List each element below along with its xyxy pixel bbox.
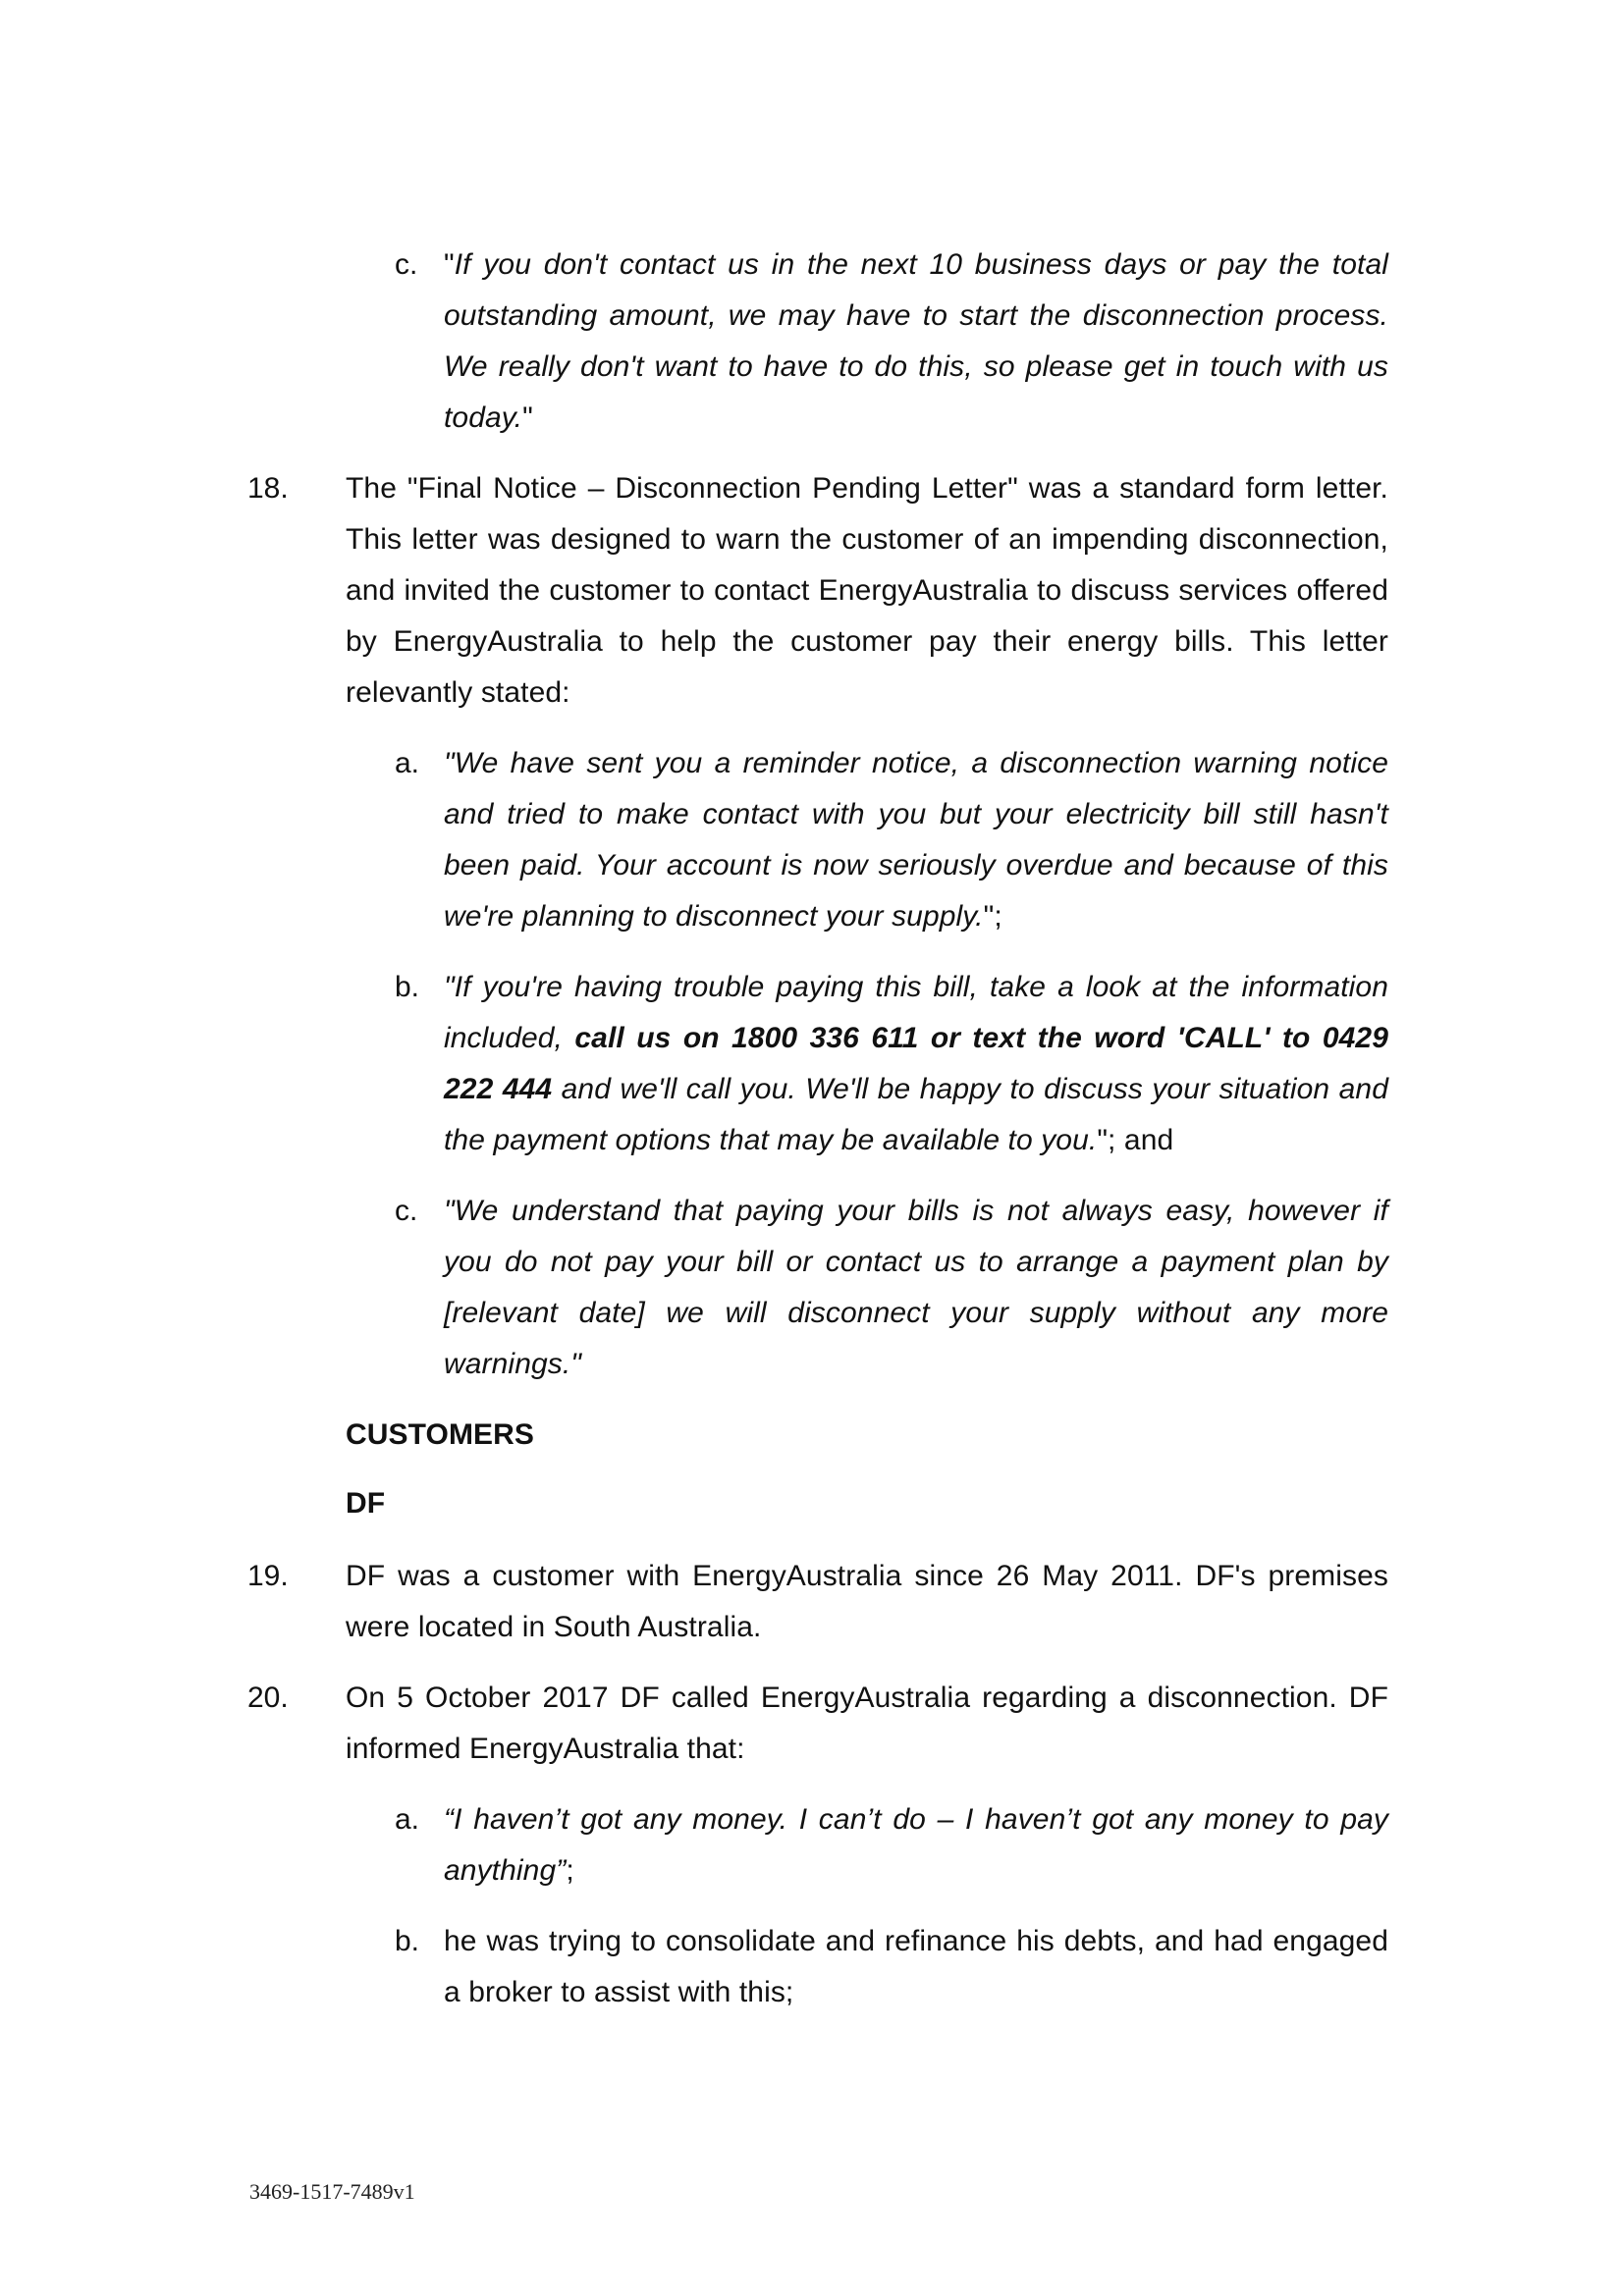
quote-text: we're planning to disconnect your supply. <box>444 900 984 933</box>
quote-line: "We have sent you a reminder notice, a disconnection warning notice <box>444 747 1388 779</box>
quote-line <box>444 1123 1173 1158</box>
quote-line: warnings." <box>444 1348 582 1380</box>
quote-line <box>444 1072 1388 1107</box>
paragraph-line: The "Final Notice – Disconnection Pending Letter" was a standard form letter. <box>346 472 1388 505</box>
quote-line <box>444 400 533 436</box>
subsection-heading: DF <box>346 1487 386 1520</box>
paragraph-line: relevantly stated: <box>346 676 570 709</box>
quote-line: We really don't want to have to do this, so please get in touch with us <box>444 350 1388 383</box>
quote-line: "If you're having trouble paying this bill, take a look at the information <box>444 971 1388 1003</box>
paragraph-line: informed EnergyAustralia that: <box>346 1733 745 1765</box>
item-label: c. <box>395 1195 418 1227</box>
quote-mark: " <box>444 248 455 281</box>
paragraph-number: 18. <box>247 472 289 505</box>
quote-text: today. <box>444 401 523 434</box>
paragraph-line: he was trying to consolidate and refinance his debts, and had engaged <box>444 1925 1388 1957</box>
paragraph-line: by EnergyAustralia to help the customer pay their energy bills. This letter <box>346 625 1388 658</box>
quote-line: and tried to make contact with you but your electricity bill still hasn't <box>444 798 1388 830</box>
quote-line <box>444 1021 1388 1056</box>
document-id-footer: 3469-1517-7489v1 <box>249 2179 415 2204</box>
paragraph-line: On 5 October 2017 DF called EnergyAustralia regarding a disconnection. DF <box>346 1682 1388 1714</box>
item-label: c. <box>395 248 418 281</box>
item-label: a. <box>395 1803 420 1836</box>
punctuation: ; <box>566 1854 574 1887</box>
item-label: a. <box>395 747 420 779</box>
quote-line: outstanding amount, we may have to start the disconnection process. <box>444 299 1388 332</box>
paragraph-line: were located in South Australia. <box>346 1611 762 1643</box>
paragraph-number: 20. <box>247 1682 289 1714</box>
paragraph-line: and invited the customer to contact EnergyAustralia to discuss services offered <box>346 574 1388 607</box>
quote-text: the payment options that may be available to you. <box>444 1124 1098 1156</box>
quote-mark: "; and <box>1097 1124 1174 1156</box>
phone-number-text: 222 444 <box>444 1073 553 1105</box>
quote-text: anything” <box>444 1854 567 1887</box>
paragraph-line: a broker to assist with this; <box>444 1976 794 2008</box>
quote-text: If you don't contact us in the next 10 business days or pay the total <box>454 248 1388 281</box>
phone-contact-text: call us on 1800 336 611 or text the word 'CALL' to 0429 <box>574 1022 1388 1054</box>
item-label: b. <box>395 971 420 1003</box>
section-heading: CUSTOMERS <box>346 1418 535 1451</box>
paragraph-number: 19. <box>247 1560 289 1592</box>
paragraph-line: This letter was designed to warn the customer of an impending disconnection, <box>346 523 1388 556</box>
quote-text: included, <box>444 1022 575 1054</box>
paragraph-line: DF was a customer with EnergyAustralia since 26 May 2011. DF's premises <box>346 1560 1388 1592</box>
quote-line <box>444 899 1002 934</box>
quote-line: been paid. Your account is now seriously overdue and because of this <box>444 849 1388 881</box>
quote-mark: " <box>522 401 533 434</box>
quote-line: [relevant date] we will disconnect your supply without any more <box>444 1297 1388 1329</box>
quote-text: and we'll call you. We'll be happy to discuss your situation and <box>552 1073 1388 1105</box>
quote-line <box>444 247 1388 283</box>
quote-line: you do not pay your bill or contact us to arrange a payment plan by <box>444 1246 1388 1278</box>
quote-line: "We understand that paying your bills is not always easy, however if <box>444 1195 1388 1227</box>
quote-mark: "; <box>983 900 1002 933</box>
quote-line <box>444 1853 574 1889</box>
quote-line: “I haven’t got any money. I can’t do – I haven’t got any money to pay <box>444 1803 1388 1836</box>
item-label: b. <box>395 1925 420 1957</box>
